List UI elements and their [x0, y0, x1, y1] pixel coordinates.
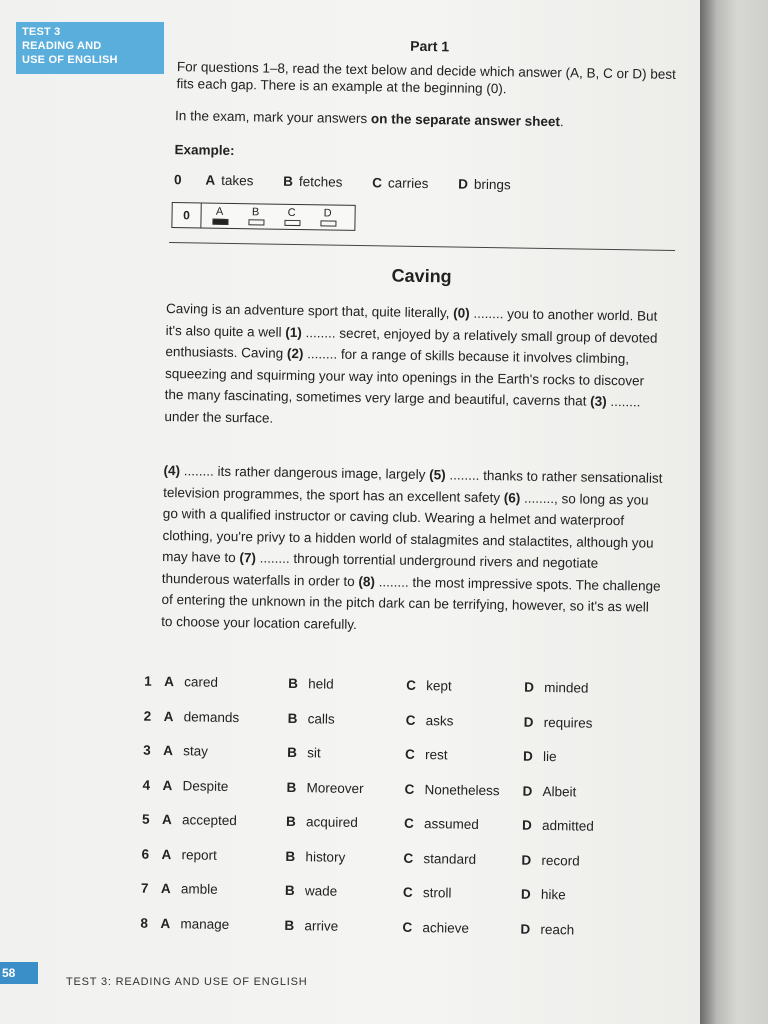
text-run: ........ secret, enjoyed by a relatively small group of devoted enthusiasts. Caving [165, 324, 658, 361]
option-word: Nonetheless [424, 781, 500, 798]
option-word: record [541, 852, 580, 869]
answer-cell-a [201, 204, 237, 229]
question-number: 7 [140, 880, 149, 896]
question-row [140, 915, 680, 958]
option-letter: D [521, 852, 532, 868]
option-letter: B [284, 917, 295, 933]
option-a [161, 881, 285, 898]
option-letter: C [402, 919, 413, 935]
example-number: 0 [174, 172, 182, 188]
gap-number: (6) [503, 489, 521, 506]
option-word: minded [544, 679, 589, 696]
option-letter: C [402, 884, 413, 900]
option-word: hike [540, 886, 566, 903]
option-c [404, 816, 522, 833]
option-a [164, 708, 288, 725]
option-letter: A [160, 880, 171, 897]
option-c [405, 747, 523, 764]
option-c [406, 712, 524, 729]
option-word: rest [425, 747, 448, 763]
option-b [285, 883, 403, 900]
answer-cell-c [273, 205, 309, 230]
option-d [524, 680, 642, 697]
option-c [403, 850, 521, 867]
exam-instruction-bold: on the separate answer sheet [370, 111, 561, 130]
text-run: ........ its rather dangerous image, largely [179, 463, 430, 483]
example-option-letter: A [205, 172, 216, 188]
example-option-letter: D [458, 176, 469, 192]
question-number: 2 [143, 708, 152, 724]
answer-cell-label: C [287, 206, 296, 219]
tab-line-1: TEST 3 [22, 26, 61, 38]
option-a [161, 846, 285, 863]
option-letter: B [285, 813, 296, 830]
option-letter: C [404, 781, 415, 797]
text-run: ........ the most impressive spots. The challenge of entering the unknown in the pitch dark can be terrifying, however, so it's as well to choose your location carefully. [161, 573, 661, 632]
option-b [287, 745, 405, 762]
option-word: asks [425, 712, 454, 729]
gap-number: (2) [286, 345, 304, 362]
paragraph-2 [161, 460, 664, 640]
example-answer-box [171, 202, 355, 231]
example-option-letter: C [372, 175, 383, 191]
book-spine [700, 0, 768, 1024]
option-letter: B [284, 882, 295, 899]
question-options-table [140, 674, 684, 958]
option-word: reach [540, 921, 575, 937]
option-word: assumed [423, 816, 479, 832]
option-word: arrive [304, 917, 339, 934]
option-letter: B [286, 779, 297, 795]
tab-line-2: READING AND [22, 40, 102, 52]
option-letter: A [164, 673, 175, 690]
option-letter: A [163, 708, 174, 724]
section-tab [16, 22, 164, 74]
option-word: stay [183, 743, 209, 759]
option-word: demands [183, 708, 240, 725]
page-number: 58 [0, 962, 38, 984]
option-letter: D [520, 921, 531, 937]
option-a [162, 777, 286, 794]
question-number: 3 [143, 742, 151, 758]
option-letter: B [288, 675, 299, 692]
option-d [520, 921, 638, 938]
option-word: Albeit [542, 783, 577, 799]
option-b [288, 710, 406, 727]
question-number: 1 [144, 673, 152, 689]
text-run: ........, so long as you go with a qualified instructor or caving club. Wearing a helmet and waterproof clothing, you're privy to a hidden world of stalagmites and stalactites, although you may have to [162, 490, 654, 566]
option-word: Moreover [306, 779, 364, 796]
option-word: stroll [422, 885, 452, 901]
option-word: wade [304, 883, 338, 899]
option-letter: D [522, 748, 533, 764]
text-run: ........ you to another world. But it's also quite a well [165, 305, 658, 340]
question-number: 4 [142, 777, 151, 793]
part-title: Part 1 [410, 37, 450, 55]
option-b [284, 917, 402, 934]
option-word: standard [423, 850, 477, 867]
exam-instruction [175, 108, 564, 129]
option-letter: A [163, 742, 174, 759]
option-letter: A [162, 777, 173, 793]
question-number: 6 [141, 846, 150, 862]
answer-cell-label: B [251, 206, 260, 219]
question-number: 5 [141, 811, 150, 827]
option-letter: C [405, 746, 415, 762]
text-run: ........ under the surface. [164, 393, 641, 426]
answer-mark-empty [284, 220, 300, 226]
option-letter: B [287, 710, 298, 726]
option-letter: B [285, 848, 296, 864]
option-a [163, 743, 287, 760]
option-d [524, 714, 642, 731]
option-letter: C [405, 712, 416, 728]
option-letter: A [161, 846, 172, 862]
option-word: sit [307, 745, 321, 761]
option-word: held [308, 676, 334, 692]
option-word: requires [543, 714, 593, 731]
option-word: amble [180, 881, 218, 897]
answer-box-number: 0 [172, 203, 201, 227]
text-title: Caving [391, 265, 452, 287]
answer-mark-empty [248, 219, 264, 225]
gap-number: (0) [453, 305, 470, 321]
option-letter: C [403, 850, 414, 866]
option-word: manage [180, 915, 230, 932]
option-a [162, 812, 286, 829]
text-run: Caving is an adventure sport that, quite literally, [165, 300, 454, 321]
option-b [288, 676, 406, 693]
gap-number: (7) [239, 550, 257, 566]
answer-cell-d [309, 205, 345, 230]
option-letter: A [161, 811, 172, 828]
answer-cell-b [237, 204, 273, 229]
example-option-word: brings [473, 176, 511, 193]
option-d [521, 887, 639, 904]
option-c [404, 781, 522, 798]
option-word: achieve [422, 919, 470, 936]
answer-mark-filled [212, 219, 228, 225]
answer-cell-label: D [323, 207, 332, 220]
example-option-letter: B [283, 173, 294, 189]
option-letter: D [520, 886, 531, 902]
exam-instruction-pre: In the exam, mark your answers [175, 108, 372, 127]
text-run: ........ thanks to rather sensationalist television programmes, the sport has an excellent safety [163, 467, 663, 505]
text-run: ........ through torrential underground rivers and negotiate thunderous waterfalls in order to [161, 550, 599, 589]
option-word: lie [542, 748, 557, 765]
option-d [523, 749, 641, 766]
option-a [160, 915, 284, 932]
answer-mark-empty [320, 220, 336, 226]
option-letter: D [521, 817, 532, 833]
option-letter: C [406, 677, 417, 693]
gap-number: (5) [429, 467, 446, 483]
option-letter: C [403, 815, 414, 831]
question-number: 8 [140, 915, 149, 931]
option-b [286, 814, 404, 831]
instructions-text: For questions 1–8, read the text below and decide which answer (A, B, C or D) best fits each gap. There is an example at the beginning (0). [176, 59, 676, 97]
option-word: calls [307, 710, 335, 727]
option-word: cared [184, 674, 219, 690]
example-option-word: carries [387, 175, 429, 192]
option-d [522, 783, 640, 800]
gap-number: (1) [285, 324, 303, 340]
divider [169, 242, 675, 251]
option-d [521, 852, 639, 869]
option-letter: D [523, 714, 534, 730]
option-word: admitted [541, 817, 594, 834]
gap-number: (3) [590, 393, 607, 409]
option-letter: B [287, 744, 298, 761]
option-word: history [305, 848, 346, 865]
running-footer: TEST 3: READING AND USE OF ENGLISH [66, 976, 308, 988]
option-word: accepted [181, 812, 237, 829]
option-c [403, 885, 521, 902]
option-b [286, 779, 404, 796]
option-letter: D [522, 783, 533, 799]
option-letter: A [160, 915, 171, 931]
option-word: kept [426, 678, 452, 694]
option-b [285, 848, 403, 865]
text-run: ........ for a range of skills because it involves climbing, squeezing and squirming your way into openings in the Earth's rocks to discover the many fascinating, sometimes very large and beautiful, caverns that [164, 346, 645, 409]
example-option-word: takes [221, 172, 254, 189]
paragraph-1 [164, 298, 666, 435]
gap-number: (4) [163, 462, 181, 479]
example-option-word: fetches [298, 174, 343, 190]
option-c [402, 919, 520, 936]
tab-line-3: USE OF ENGLISH [22, 54, 118, 66]
option-word: acquired [305, 814, 358, 831]
example-heading: Example: [174, 142, 235, 159]
example-options [174, 172, 517, 192]
option-a [164, 674, 288, 691]
option-d [522, 818, 640, 835]
option-word: report [181, 846, 217, 863]
gap-number: (8) [358, 573, 376, 589]
option-letter: D [524, 679, 535, 695]
option-word: Despite [182, 777, 229, 794]
option-c [406, 678, 524, 695]
exam-instruction-post: . [559, 114, 564, 130]
answer-cell-label: A [215, 205, 224, 218]
